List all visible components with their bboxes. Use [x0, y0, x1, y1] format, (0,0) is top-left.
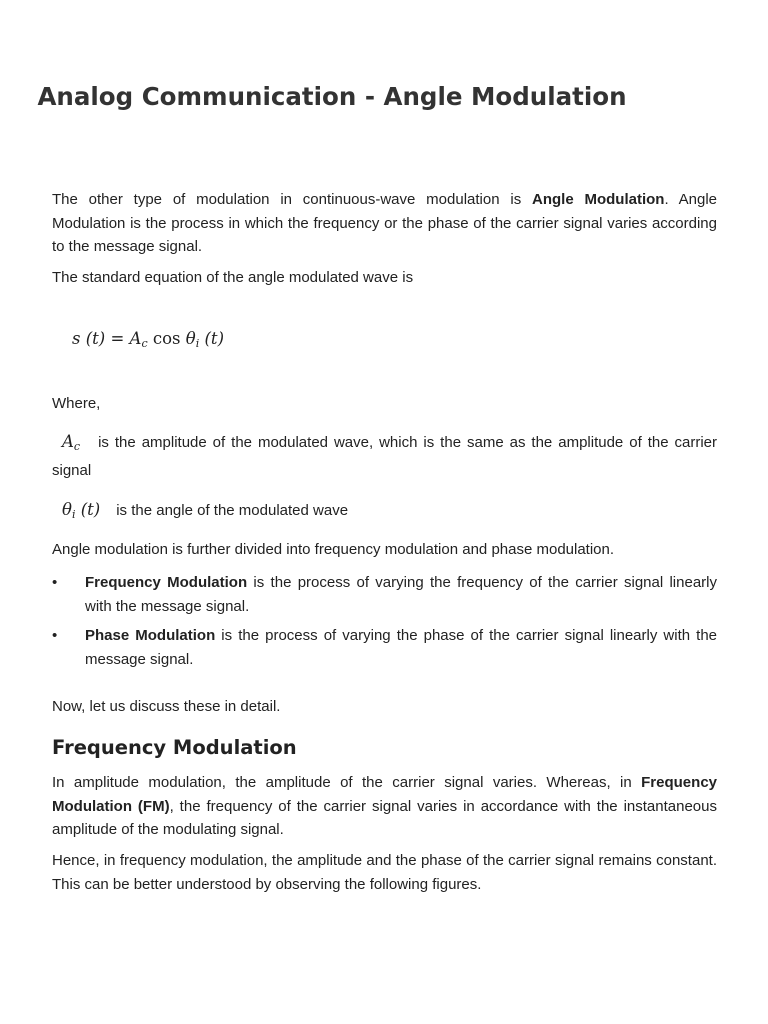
discuss-paragraph: Now, let us discuss these in detail.	[52, 698, 281, 715]
list-item-text: is the process of varying the phase of the carrier signal linearly with the message signal.	[85, 627, 718, 668]
angle-definition-text: is the angle of the modulated wave	[116, 502, 349, 519]
equation-lhs: s (t) =	[72, 329, 130, 348]
angle-modulated-equation	[72, 329, 737, 350]
equation-intro: The standard equation of the angle modulated wave is	[52, 269, 414, 286]
angle-symbol-sub: i	[71, 508, 76, 521]
fm-text-end: , the frequency of the carrier signal varies in accordance with the instantaneous amplitude of the modulating signal.	[52, 797, 717, 838]
equation-amplitude: A	[129, 329, 142, 348]
angle-symbol-arg: (t)	[75, 500, 101, 519]
section-heading-fm: Frequency Modulation	[52, 736, 297, 759]
page-title: Analog Communication - Angle Modulation	[37, 82, 627, 111]
list-item	[52, 571, 717, 618]
amplitude-symbol-sub: c	[73, 440, 81, 453]
equation-theta: θ	[185, 329, 196, 348]
divided-paragraph: Angle modulation is further divided into frequency modulation and phase modulation.	[52, 541, 615, 558]
equation-cos: cos	[147, 329, 186, 348]
equation-amplitude-sub: c	[141, 337, 148, 350]
amplitude-symbol-letter: A	[62, 432, 74, 451]
intro-text-end: . Angle Modulation is the process in which the frequency or the phase of the carrier signal varies according to the message signal.	[52, 191, 717, 255]
where-label: Where,	[52, 395, 101, 412]
bullet-icon: •	[52, 574, 58, 591]
fm-paragraph-2: Hence, in frequency modulation, the amplitude and the phase of the carrier signal remains constant. This can be better understood by observing the following figures.	[52, 852, 717, 893]
fm-bold-term: Frequency Modulation (FM)	[52, 774, 717, 815]
fm-paragraph-1	[52, 771, 717, 842]
intro-paragraph	[52, 188, 717, 259]
definition-amplitude	[52, 430, 717, 482]
angle-symbol	[62, 500, 100, 519]
intro-bold-term: Angle Modulation	[532, 191, 665, 208]
list-item	[52, 624, 717, 671]
equation-theta-sub: i	[195, 337, 200, 350]
amplitude-definition-text: is the amplitude of the modulated wave, which is the same as the amplitude of the carrier signal	[52, 434, 717, 479]
equation-arg: (t)	[199, 329, 224, 348]
bullet-icon: •	[52, 627, 58, 644]
list-item-term: Frequency Modulation	[85, 574, 248, 591]
angle-symbol-letter: θ	[62, 500, 72, 519]
modulation-types-list	[52, 571, 717, 671]
definition-angle	[52, 498, 717, 527]
list-item-term: Phase Modulation	[85, 627, 216, 644]
amplitude-symbol	[62, 432, 80, 451]
intro-text-start: The other type of modulation in continuous-wave modulation is	[52, 191, 533, 208]
fm-text-start: In amplitude modulation, the amplitude of the carrier signal varies. Whereas, in	[52, 774, 642, 791]
list-item-text: is the process of varying the frequency of the carrier signal linearly with the message signal.	[85, 574, 717, 615]
